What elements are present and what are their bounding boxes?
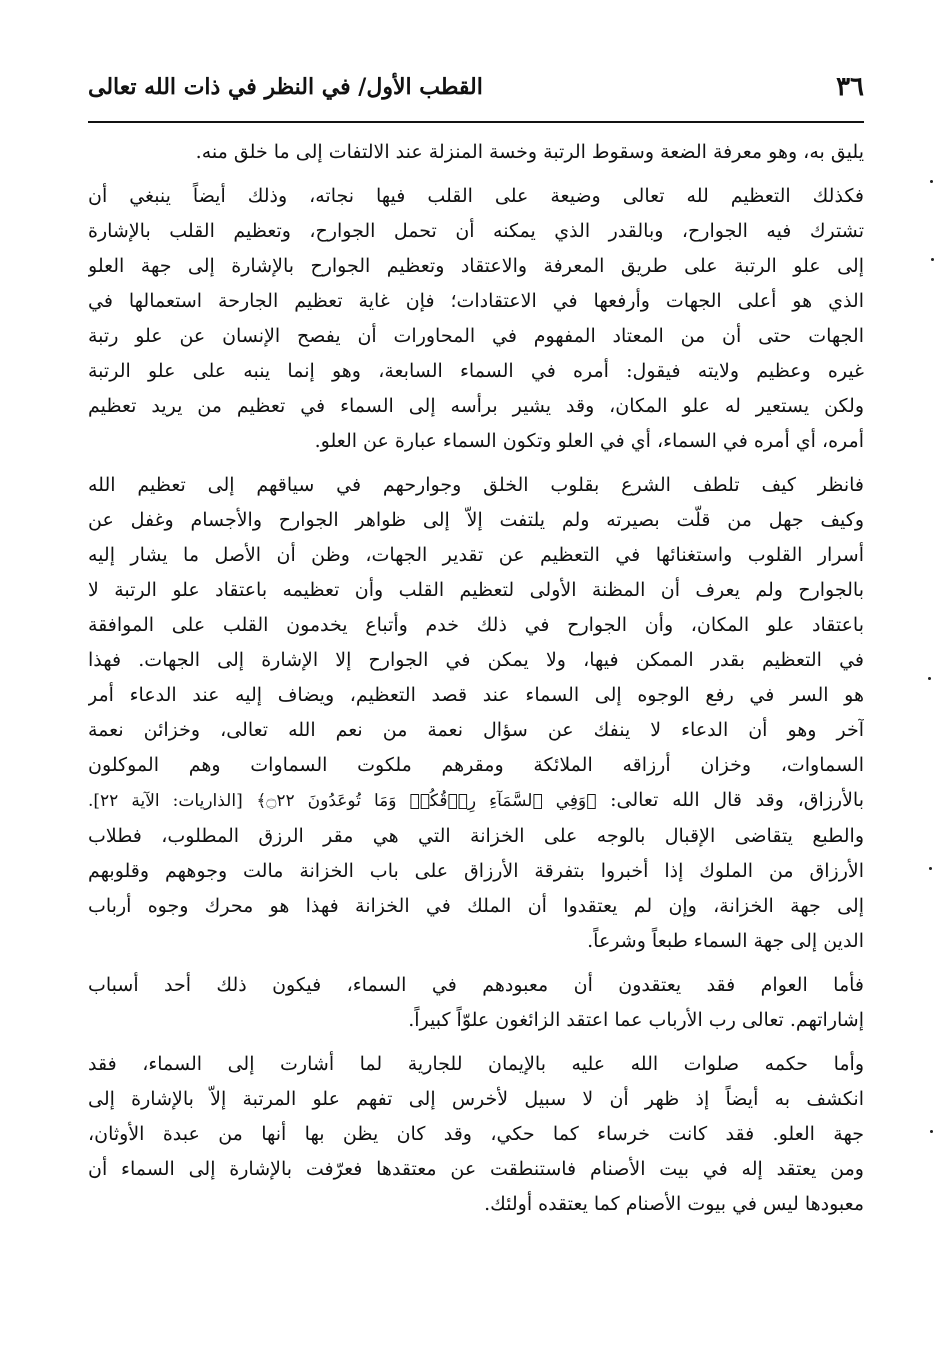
running-title: القطب الأول/ في النظر في ذات الله تعالى: [88, 74, 483, 100]
text-line: أسرار القلوب واستغنائها في التعظيم عن تقدير الجهات، وظن أن الأصل ما يشار إليه: [88, 544, 864, 566]
text-line: تشترك فيه الجوارح، وبالقدر الذي يمكنه أن تحمل الجوارح، وتعظيم القلب بالإشارة: [88, 220, 864, 242]
text-line: والطبع يتقاضى الإقبال بالوجه على الخزانة التي هي مقر الرزق المطلوب، فطلاب: [88, 825, 864, 847]
text-line: يليق به، وهو معرفة الضعة وسقوط الرتبة وخسة المنزلة عند الالتفات إلى ما خلق منه.: [195, 141, 864, 163]
text-line: معبودها ليس في بيوت الأصنام كما يعتقده أولئك.: [484, 1193, 864, 1215]
scan-speck: [930, 1130, 933, 1133]
text-line: الدين إلى جهة السماء طبعاً وشرعاً.: [587, 930, 864, 952]
text-line: الجهات حتى أن من المعتاد المفهوم في المحاورات أن يفصح الإنسان عن علو رتبة: [88, 325, 864, 347]
text-line: جهة العلو. فقد كانت خرساء كما حكي، وقد كان يظن بها أنها من عبدة الأوثان،: [88, 1123, 864, 1145]
text-line: ومن يعتقد إله في بيت الأصنام فاستنطقت عن معتقدها فعرّفت بالإشارة إلى السماء أن: [88, 1158, 864, 1180]
text-line: في التعظيم بقدر الممكن فيها، ولا يمكن في الجوارح إلا الإشارة إلى الجهات. فهذا: [88, 649, 864, 671]
paragraph-5: [88, 1047, 864, 1222]
scan-speck: [930, 180, 933, 183]
text-line: الأرزاق من الملوك إذا أخبروا بتفرقة الأرزاق على باب الخزانة مالت وجوههم وقلوبهم: [88, 860, 864, 882]
text-line: باعتقاد علو المكان، وأن الجوارح في ذلك خدم وأتباع يخدمون القلب على الموافقة: [88, 614, 864, 636]
quran-citation-line: [88, 783, 864, 819]
page-number: ٣٦: [836, 72, 864, 102]
scan-speck: [931, 258, 934, 261]
paragraph-2: [88, 179, 864, 459]
quran-reference: [الذاريات: الآية ٢٢].: [88, 791, 243, 811]
scan-speck: [928, 677, 931, 680]
quran-verse: ﴿وَفِي ٱلسَّمَآءِ رِزۡقُكُمۡ وَمَا تُوعَدُونَ ۝٢٢﴾: [256, 791, 597, 811]
text-line: أمره، أي أمره في السماء، أي في العلو وتكون السماء عبارة عن العلو.: [314, 430, 864, 452]
text-line: وأما حكمه صلوات الله عليه بالإيمان للجارية لما أشارت إلى السماء، فقد: [88, 1053, 864, 1075]
text-line: إشاراتهم. تعالى رب الأرباب عما اعتقد الزائغون علوّاً كبيراً.: [408, 1009, 864, 1031]
header-rule: [88, 121, 864, 123]
text-line: إلى علو الرتبة على طريق المعرفة والاعتقاد وتعظيم الجوارح بالإشارة إلى جهة العلو: [88, 255, 864, 277]
text-segment: بالأرزاق، وقد قال الله تعالى:: [610, 789, 864, 811]
text-line: هو السر في رفع الوجوه إلى السماء عند قصد التعظيم، ويضاف إليه عند الدعاء أمر: [88, 684, 864, 706]
paragraph-3: [88, 468, 864, 959]
text-line: فانظر كيف تلطف الشرع بقلوب الخلق وجوارحهم في سياقهم إلى تعظيم الله: [88, 474, 864, 496]
text-line: إلى جهة الخزانة، وإن لم يعتقدوا أن الملك في الخزانة فهذا هو محرك وجوه أرباب: [88, 895, 864, 917]
text-line: آخر وهو أن الدعاء لا ينفك عن سؤال نعمة من نعم الله تعالى، وخزائن نعمة: [88, 719, 864, 741]
text-line: ولكن يستعير له علو المكان، وقد يشير برأسه إلى السماء في تعظيم من يريد تعظيم: [88, 395, 864, 417]
text-line: السماوات، وخزان أرزاقه الملائكة ومقرهم ملكوت السماوات وهم الموكلون: [88, 754, 864, 776]
text-line: وكيف جهل من قلّت بصيرته ولم يلتفت إلاّ إلى ظواهر الجوارح والأجسام وغفل عن: [88, 509, 864, 531]
paragraph-1: [88, 135, 864, 170]
text-line: انكشف به أيضاً إذ ظهر أن لا سبيل لأخرس إلى تفهم علو المرتبة إلاّ بالإشارة إلى: [88, 1088, 864, 1110]
paragraph-4: [88, 968, 864, 1038]
text-body: [88, 135, 864, 1231]
text-line: بالجوارح ولم يعرف أن المظنة الأولى لتعظيم القلب وأن تعظيمه باعتقاد علو الرتبة لا: [88, 579, 864, 601]
page-header: [88, 70, 864, 120]
text-line: الذي هو أعلى الجهات وأرفعها في الاعتقادات؛ فإن غاية تعظيم الجارحة استعمالها في: [88, 290, 864, 312]
scan-speck: [929, 867, 932, 870]
text-line: فكذلك التعظيم لله تعالى وضيعة على القلب فيها نجاته، وذلك أيضاً ينبغي أن: [88, 185, 864, 207]
text-line: فأما العوام فقد يعتقدون أن معبودهم في السماء، فيكون ذلك أحد أسباب: [88, 974, 864, 996]
text-line: غيره وعظيم ولايته فيقول: أمره في السماء السابعة، وهو إنما ينبه على علو الرتبة: [88, 360, 864, 382]
